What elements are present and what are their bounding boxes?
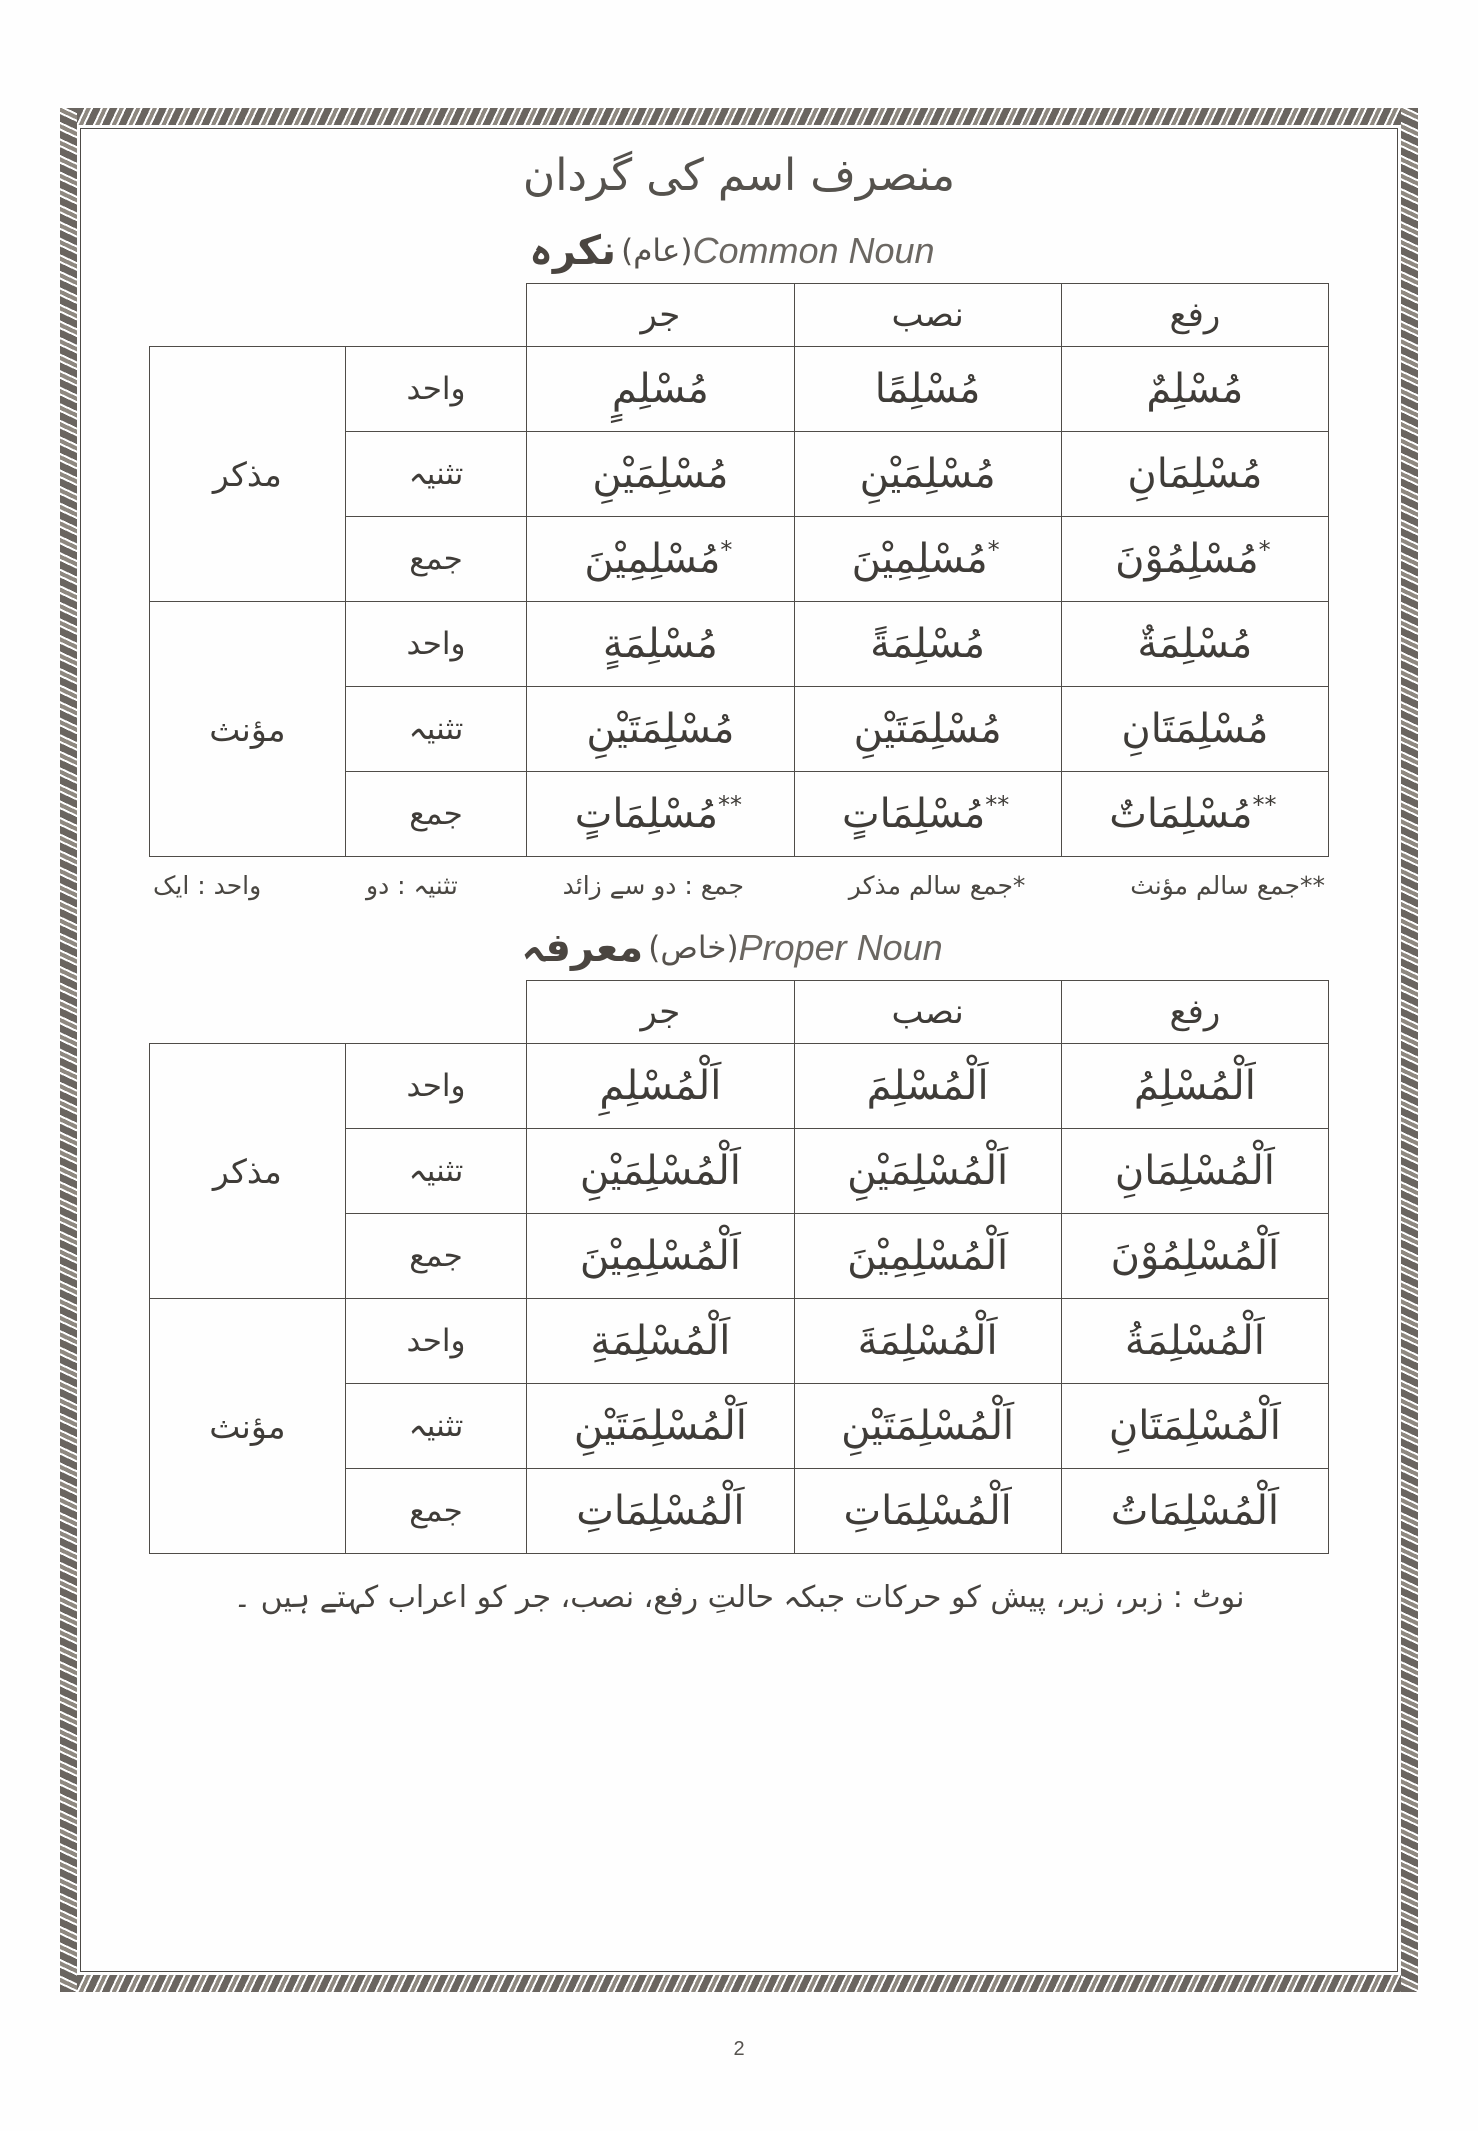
cell-raf: اَلْمُسْلِمَةُ (1061, 1299, 1328, 1384)
page-number: 2 (733, 2038, 745, 2060)
cell-raf: مُسْلِمٌ (1061, 347, 1328, 432)
cell-number: جمع (345, 772, 526, 857)
table-row (150, 347, 1329, 432)
table-header-row (150, 284, 1329, 347)
cell-raf: اَلْمُسْلِمَانِ (1061, 1129, 1328, 1214)
section-heading-common-noun (97, 229, 1381, 273)
column-header-jar: جر (527, 981, 794, 1044)
cell-number: واحد (345, 1299, 526, 1384)
cell-nasb (794, 517, 1061, 602)
cell-nasb: اَلْمُسْلِمَةَ (794, 1299, 1061, 1384)
section-english-label-proper-noun: Proper Noun (738, 927, 943, 969)
cell-number: واحد (345, 1044, 526, 1129)
section-urdu-label-common-noun: نکرہ (529, 228, 617, 274)
cell-number: واحد (345, 347, 526, 432)
cell-jar (527, 517, 794, 602)
cell-jar: اَلْمُسْلِمَيْنِ (527, 1129, 794, 1214)
cell-number: جمع (345, 517, 526, 602)
cell-nasb: اَلْمُسْلِمَاتِ (794, 1469, 1061, 1554)
border-hatch-top-icon (60, 108, 1418, 125)
cell-nasb: مُسْلِمَةً (794, 602, 1061, 687)
footnote-marker: ** (985, 790, 1010, 819)
cell-raf (1061, 517, 1328, 602)
cell-jar: مُسْلِمَةٍ (527, 602, 794, 687)
cell-gender-feminine: مؤنث (150, 1299, 346, 1554)
border-hatch-left-icon (60, 108, 77, 1992)
cell-number: جمع (345, 1214, 526, 1299)
cell-jar: اَلْمُسْلِمِيْنَ (527, 1214, 794, 1299)
cell-jar: مُسْلِمَتَيْنِ (527, 687, 794, 772)
conjugation-table-common-noun (149, 283, 1329, 857)
section-paren-label-common-noun: (عام) (621, 232, 693, 269)
column-header-raf: رفع (1061, 284, 1328, 347)
section-paren-label-proper-noun: (خاص) (648, 929, 739, 966)
section-english-label-common-noun: Common Noun (692, 230, 935, 272)
cell-jar: اَلْمُسْلِمِ (527, 1044, 794, 1129)
cell-nasb: اَلْمُسْلِمَيْنِ (794, 1129, 1061, 1214)
cell-raf: اَلْمُسْلِمُوْنَ (1061, 1214, 1328, 1299)
page-title: منصرف اسم کی گردان (522, 150, 956, 201)
cell-raf (1061, 772, 1328, 857)
footnote-marker: * (987, 535, 1000, 564)
table-row (150, 602, 1329, 687)
cell-nasb: مُسْلِمَتَيْنِ (794, 687, 1061, 772)
cell-gender-masculine: مذکر (150, 347, 346, 602)
cell-raf: اَلْمُسْلِمُ (1061, 1044, 1328, 1129)
footnote-marker: * (1258, 535, 1271, 564)
border-hatch-right-icon (1401, 108, 1418, 1992)
cell-raf: مُسْلِمَانِ (1061, 432, 1328, 517)
footnote-singular: واحد : ایک (153, 871, 262, 900)
bottom-note: نوٹ : زبر، زیر، پیش کو حرکات جبکہ حالتِ رفع، نصب، جر کو اعراب کہتے ہیں ۔ (233, 1580, 1245, 1615)
footnote-plural-feminine: **جمع سالم مؤنث (1130, 871, 1325, 900)
cell-jar: اَلْمُسْلِمَتَيْنِ (527, 1384, 794, 1469)
footnote-plural: جمع : دو سے زائد (562, 871, 744, 900)
border-hatch-bottom-icon (60, 1975, 1418, 1992)
cell-jar: اَلْمُسْلِمَةِ (527, 1299, 794, 1384)
footnote-marker: ** (1252, 790, 1277, 819)
table-row (150, 1299, 1329, 1384)
footnote-legend-common-noun (149, 871, 1329, 900)
cell-nasb (794, 772, 1061, 857)
section-heading-proper-noun (97, 926, 1381, 970)
cell-jar (527, 772, 794, 857)
footnote-dual: تثنیہ : دو (366, 871, 458, 900)
cell-nasb: اَلْمُسْلِمَتَيْنِ (794, 1384, 1061, 1469)
footnote-marker: * (720, 535, 733, 564)
cell-text: مُسْلِمَاتٍ (574, 791, 719, 837)
column-header-gender (150, 284, 346, 347)
cell-text: مُسْلِمِيْنَ (851, 536, 988, 582)
table-header-row (150, 981, 1329, 1044)
cell-raf: اَلْمُسْلِمَاتُ (1061, 1469, 1328, 1554)
cell-raf: مُسْلِمَةٌ (1061, 602, 1328, 687)
cell-jar: مُسْلِمٍ (527, 347, 794, 432)
cell-text: مُسْلِمُوْنَ (1115, 536, 1259, 582)
column-header-number (345, 284, 526, 347)
cell-number: تثنیہ (345, 1129, 526, 1214)
cell-number: جمع (345, 1469, 526, 1554)
cell-nasb: مُسْلِمًا (794, 347, 1061, 432)
cell-text: مُسْلِمِيْنَ (584, 536, 721, 582)
cell-nasb: اَلْمُسْلِمِيْنَ (794, 1214, 1061, 1299)
cell-number: تثنیہ (345, 1384, 526, 1469)
cell-raf: مُسْلِمَتَانِ (1061, 687, 1328, 772)
cell-gender-feminine: مؤنث (150, 602, 346, 857)
column-header-nasb: نصب (794, 981, 1061, 1044)
cell-gender-masculine: مذکر (150, 1044, 346, 1299)
column-header-raf: رفع (1061, 981, 1328, 1044)
conjugation-table-proper-noun (149, 980, 1329, 1554)
cell-raf: اَلْمُسْلِمَتَانِ (1061, 1384, 1328, 1469)
column-header-gender (150, 981, 346, 1044)
cell-text: مُسْلِمَاتٌ (1109, 791, 1253, 837)
cell-number: واحد (345, 602, 526, 687)
cell-nasb: مُسْلِمَيْنِ (794, 432, 1061, 517)
cell-jar: مُسْلِمَيْنِ (527, 432, 794, 517)
table-row (150, 1044, 1329, 1129)
cell-nasb: اَلْمُسْلِمَ (794, 1044, 1061, 1129)
column-header-nasb: نصب (794, 284, 1061, 347)
cell-text: مُسْلِمَاتٍ (841, 791, 986, 837)
cell-number: تثنیہ (345, 687, 526, 772)
column-header-jar: جر (527, 284, 794, 347)
footnote-marker: ** (718, 790, 743, 819)
cell-jar: اَلْمُسْلِمَاتِ (527, 1469, 794, 1554)
footnote-plural-masculine: *جمع سالم مذکر (848, 871, 1026, 900)
page-content (97, 138, 1381, 1962)
column-header-number (345, 981, 526, 1044)
section-urdu-label-proper-noun: معرفہ (521, 925, 644, 971)
cell-number: تثنیہ (345, 432, 526, 517)
